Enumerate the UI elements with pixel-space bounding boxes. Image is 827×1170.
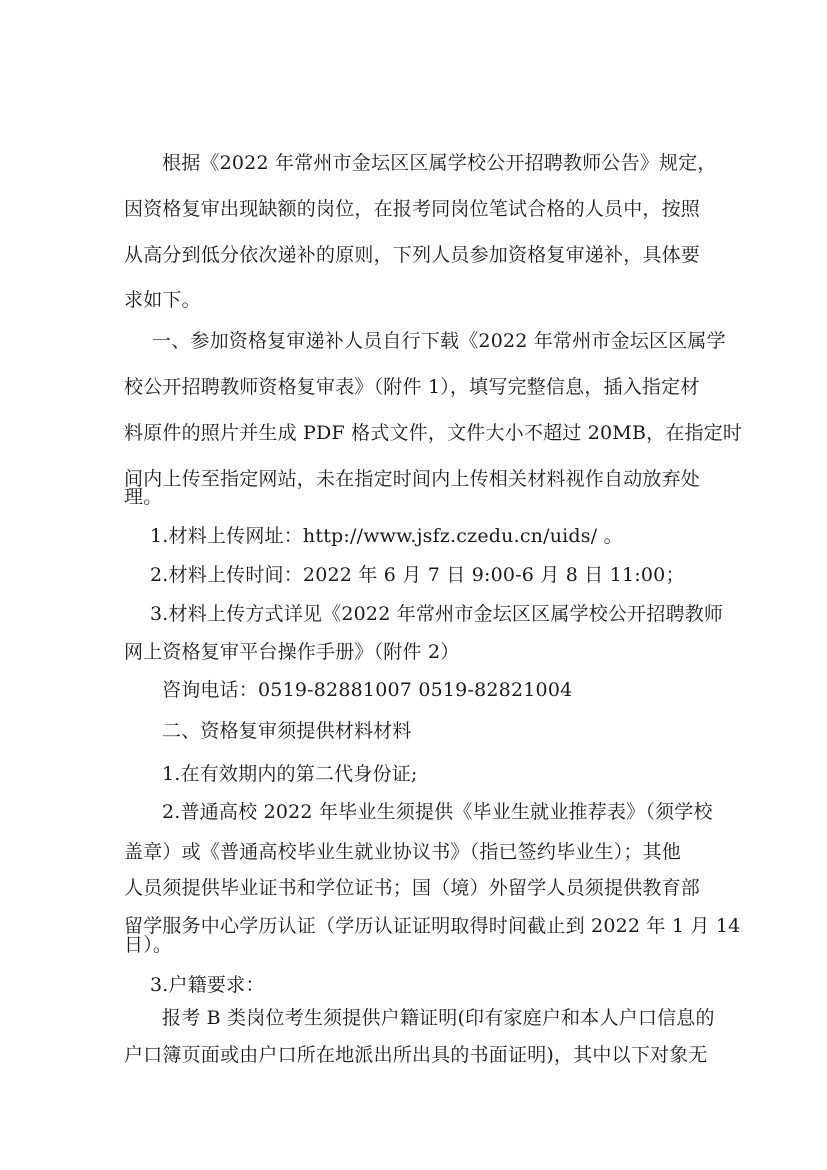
section1-contact: 咨询电话：0519-82881007 0519-82821004 [162,679,573,701]
section1-item-3: 3.材料上传方式详见《2022 年常州市金坛区区属学校公开招聘教师 [150,603,724,625]
section2-item-2-line-4: 留学服务中心学历认证（学历认证证明取得时间截止到 2022 年 1 月 14 [124,915,741,937]
section2-item-3-line-2: 户口簿页面或由户口所在地派出所出具的书面证明)，其中以下对象无 [124,1044,708,1066]
section1-line-3: 料原件的照片并生成 PDF 格式文件，文件大小不超过 20MB，在指定时 [124,422,743,444]
intro-line-4: 求如下。 [124,289,201,311]
section2-item-3-line-1: 报考 B 类岗位考生须提供户籍证明(印有家庭户和本人户口信息的 [162,1007,715,1029]
intro-line-2: 因资格复审出现缺额的岗位，在报考同岗位笔试合格的人员中，按照 [124,198,701,220]
section2-item-2-line-1: 2.普通高校 2022 年毕业生须提供《毕业生就业推荐表》（须学校 [162,801,713,823]
section2-item-2-line-2: 盖章）或《普通高校毕业生就业协议书》（指已签约毕业生）；其他 [124,841,682,863]
section2-item-1: 1.在有效期内的第二代身份证; [162,763,418,785]
section2-item-2-line-3: 人员须提供毕业证书和学位证书；国（境）外留学人员须提供教育部 [124,877,701,899]
section1-line-5: 理。 [124,486,163,508]
section1-item-1: 1.材料上传网址：http://www.jsfz.czedu.cn/uids/ 。 [150,525,623,547]
section1-line-4: 间内上传至指定网站，未在指定时间内上传相关材料视作自动放弃处 [124,468,701,490]
section1-line-1: 一、参加资格复审递补人员自行下载《2022 年常州市金坛区区属学 [152,330,726,352]
section1-line-2: 校公开招聘教师资格复审表》（附件 1），填写完整信息，插入指定材 [124,376,700,398]
section1-item-3-cont: 网上资格复审平台操作手册》（附件 2） [124,641,460,663]
section2-item-2-line-5: 日）。 [124,934,173,956]
intro-line-3: 从高分到低分依次递补的原则，下列人员参加资格复审递补，具体要 [124,244,701,266]
intro-line-1: 根据《2022 年常州市金坛区区属学校公开招聘教师公告》规定， [162,152,717,174]
section2-item-3-heading: 3.户籍要求： [150,974,265,996]
section2-heading: 二、资格复审须提供材料材料 [162,720,412,742]
section1-item-2: 2.材料上传时间：2022 年 6 月 7 日 9:00-6 月 8 日 11:00； [150,564,685,586]
